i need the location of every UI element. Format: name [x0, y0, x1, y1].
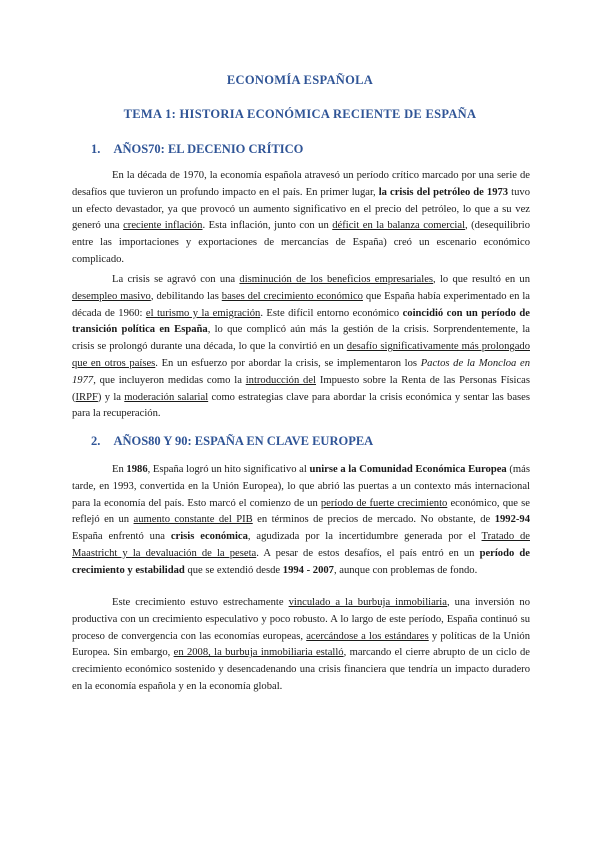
- text-run: . En un esfuerzo por abordar la crisis, se implementaron los: [155, 357, 421, 369]
- bold-text: la crisis del petróleo de 1973: [378, 186, 509, 198]
- text-run: En la década de 1970, la economía española atravesó un período crítico marcado por una serie de desafíos que tuvieron un profundo impacto en el país. En primer lugar,: [72, 170, 530, 198]
- underlined-text: aumento constante del PIB: [133, 514, 253, 526]
- section-2-paragraph-2: [72, 595, 530, 696]
- bold-text: 1986: [126, 464, 148, 475]
- text-run: , (desequilibrio entre las importaciones y exportaciones de mercancías de España) creó un escenario económico complicado.: [72, 220, 530, 265]
- bold-text: coincidió con un período de transición política en España: [72, 307, 530, 336]
- text-run: España enfrentó una: [72, 531, 171, 543]
- text-run: , lo que resultó en un: [433, 274, 531, 285]
- text-run: La crisis se agravó con una: [112, 274, 240, 285]
- underlined-text: introducción del: [245, 374, 317, 386]
- text-run: ) y la: [97, 391, 125, 403]
- text-run: . A pesar de estos desafíos, el país entró en un: [256, 547, 480, 559]
- text-run: , España logró un hito significativo al: [147, 464, 310, 475]
- underlined-text: déficit en la balanza comercial: [332, 220, 466, 232]
- section-number: 2.: [91, 434, 101, 448]
- underlined-text: en 2008, la burbuja inmobiliaria estalló: [173, 647, 344, 659]
- underlined-text: vinculado a la burbuja inmobiliaria: [288, 597, 447, 608]
- text-run: como estrategias clave para abordar la crisis económica y sentar las bases para la recuperación.: [72, 391, 530, 420]
- underlined-text: bases del crecimiento económico: [221, 290, 363, 302]
- underlined-text: desempleo masivo: [72, 290, 151, 302]
- document-title: ECONOMÍA ESPAÑOLA: [226, 73, 374, 87]
- text-run: en términos de precios de mercado. No obstante, de: [252, 514, 495, 526]
- section-title: AÑOS70: EL DECENIO CRÍTICO: [113, 142, 304, 156]
- bold-text: 1992-94: [494, 514, 531, 526]
- text-run: , aunque con problemas de fondo.: [333, 564, 478, 576]
- text-run: . Este difícil entorno económico: [260, 307, 403, 319]
- bold-text: 1994 - 2007: [282, 564, 334, 576]
- text-run: y políticas de la Unión Europea. Sin embargo,: [72, 630, 531, 659]
- text-run: , agudizada por la incertidumbre generada por el: [247, 531, 482, 543]
- text-run: . Esta inflación, junto con un: [202, 220, 333, 232]
- italic-text: Pactos de la Moncloa en 1977: [72, 357, 530, 386]
- underlined-text: período de fuerte crecimiento: [320, 497, 448, 509]
- text-run: que España había experimentado en la década de 1960:: [72, 290, 531, 319]
- section-title: AÑOS80 Y 90: ESPAÑA EN CLAVE EUROPEA: [113, 434, 374, 448]
- text-run: , marcando el cierre abrupto de un ciclo de crecimiento económico sostenido y desencadenando una crisis financiera que tendría un impacto duradero en la economía española y en la economía global.: [72, 647, 531, 692]
- underlined-text: acercándose a los estándares: [306, 630, 429, 642]
- section-2-heading: [91, 434, 373, 449]
- text-run: , una inversión no productiva con un crecimiento especulativo y poco robusto. A lo largo de este período, España continuó su proceso de convergencia con las economías europeas,: [72, 597, 531, 642]
- text-run: , lo que complicó aún más la gestión de la crisis. Sorprendentemente, la crisis se prolongó durante una década, lo que la convirtió en un: [72, 324, 531, 353]
- bold-text: unirse a la Comunidad Económica Europea: [309, 464, 507, 475]
- section-number: 1.: [91, 142, 101, 156]
- text-run: tuvo un efecto devastador, ya que provocó un aumento significativo en el precio del petróleo, lo que a su vez generó una: [72, 186, 530, 232]
- document-subtitle: TEMA 1: HISTORIA ECONÓMICA RECIENTE DE ESPAÑA: [123, 107, 477, 121]
- underlined-text: desafío significativamente más prolongado que en otros países: [72, 341, 530, 369]
- text-run: , que incluyeron medidas como la: [93, 374, 246, 386]
- text-run: Este crecimiento estuvo estrechamente: [112, 597, 289, 608]
- underlined-text: el turismo y la emigración: [145, 307, 261, 319]
- text-run: Impuesto sobre la Renta de las Personas Físicas (: [72, 374, 530, 403]
- section-1-heading: [91, 142, 303, 157]
- text-run: económico, que se reflejó en un: [72, 497, 530, 526]
- text-run: (más tarde, en 1993, convertida en la Unión Europea), lo que abrió las puertas a un contexto más internacional para la economía del país. Esto marcó el comienzo de un: [72, 464, 530, 509]
- text-run: En: [112, 464, 127, 475]
- underlined-text: moderación salarial: [124, 391, 209, 403]
- bold-text: crisis económica: [170, 531, 248, 543]
- text-run: que se extendió desde: [184, 564, 283, 576]
- text-run: , debilitando las: [150, 290, 222, 302]
- underlined-text: disminución de los beneficios empresariales: [239, 274, 434, 285]
- underlined-text: Tratado de Maastricht y la devaluación de la peseta: [72, 531, 530, 559]
- bold-text: período de crecimiento y estabilidad: [72, 547, 530, 576]
- section-1-paragraph-2: [72, 272, 530, 423]
- section-1-paragraph-1: [72, 168, 530, 269]
- underlined-text: IRPF: [75, 391, 98, 403]
- section-2-paragraph-1: [72, 462, 530, 580]
- underlined-text: creciente inflación: [123, 220, 203, 232]
